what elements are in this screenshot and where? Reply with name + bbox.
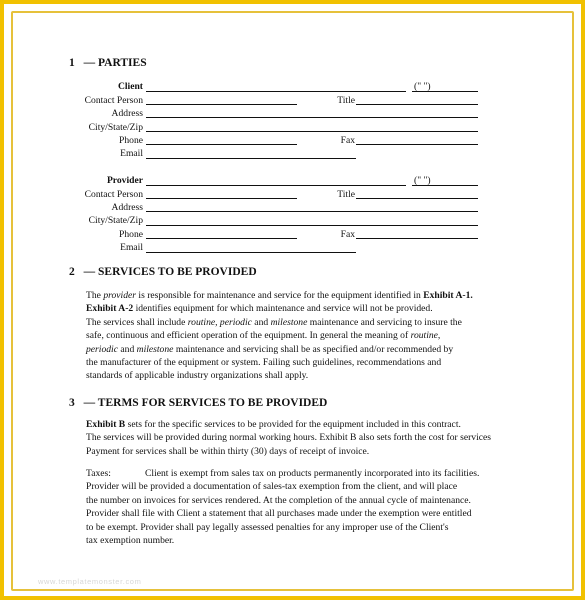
client-fax-field[interactable] [356, 144, 478, 145]
client-city-state-zip-label: City/State/Zip [88, 122, 143, 133]
section-2-line: the manufacturer of the equipment or system. Failing such guidelines, recommendations and [86, 357, 442, 369]
client-fax-label: Fax [340, 135, 355, 146]
section-2-line: The provider is responsible for maintenance and service for the equipment identified in Exhibit A-1. [86, 290, 473, 301]
taxes-line: Provider shall file with Client a statement that all purchases made under the exemption were entitled [86, 508, 472, 520]
client-address-field[interactable] [146, 117, 478, 118]
section-1-number: 1 [69, 57, 75, 69]
section-1-heading [69, 57, 147, 69]
client-contact-person-label: Contact Person [84, 95, 143, 106]
client-contact-person-field[interactable] [146, 104, 297, 105]
section-2-line: periodic and milestone maintenance and servicing shall be as specified and/or recommended by [86, 343, 454, 355]
provider-title-field[interactable] [356, 198, 478, 199]
client-short-name-field[interactable] [412, 91, 478, 92]
provider-city-state-zip-label: City/State/Zip [88, 215, 143, 226]
section-3-heading [69, 397, 327, 409]
provider-phone-label: Phone [119, 229, 143, 240]
taxes-line: Taxes: Client is exempt from sales tax on products permanently incorporated into its facilities. [86, 468, 480, 479]
provider-title-label: Title [337, 189, 355, 200]
section-3-number: 3 [69, 397, 75, 409]
section-2-line: The services shall include routine, periodic and milestone maintenance and servicing to insure the [86, 316, 462, 328]
section-3-line: The services will be provided during normal working hours. Exhibit B also sets forth the cost for services [86, 432, 491, 444]
provider-contact-person-field[interactable] [146, 198, 297, 199]
taxes-line: tax exemption number. [86, 535, 175, 547]
taxes-label: Taxes: [86, 468, 111, 479]
section-3-paragraph [86, 418, 491, 458]
taxes-line: to be exempt. Provider shall pay legally assessed penalties for any improper use of the Client's [86, 521, 449, 533]
client-short-name: (" ") [414, 81, 431, 92]
client-email-field[interactable] [146, 158, 356, 159]
taxes-paragraph [86, 467, 479, 547]
provider-email-label: Email [120, 242, 143, 253]
section-2-paragraph [86, 289, 473, 383]
provider-fax-label: Fax [340, 229, 355, 240]
section-1-title: — PARTIES [83, 57, 147, 69]
provider-phone-field[interactable] [146, 238, 297, 239]
watermark: www.templatemonster.com [38, 577, 142, 586]
provider-city-state-zip-field[interactable] [146, 225, 478, 226]
section-2-number: 2 [69, 266, 75, 278]
section-2-title: — SERVICES TO BE PROVIDED [83, 266, 257, 278]
section-3-line: Payment for services shall be within thirty (30) days of receipt of invoice. [86, 445, 370, 457]
provider-address-field[interactable] [146, 211, 478, 212]
client-address-label: Address [111, 108, 143, 119]
section-2-line: Exhibit A-2 identifies equipment for which maintenance and service will not be provided. [86, 303, 433, 315]
provider-address-label: Address [111, 202, 143, 213]
section-3-title: — TERMS FOR SERVICES TO BE PROVIDED [83, 397, 328, 409]
provider-name-field[interactable] [146, 185, 406, 186]
provider-contact-person-label: Contact Person [84, 189, 143, 200]
taxes-line: the number on invoices for services rendered. At the completion of the annual cycle of maintenance. [86, 494, 471, 506]
provider-label: Provider [106, 175, 143, 186]
provider-short-name: (" ") [414, 175, 431, 186]
client-label: Client [117, 81, 143, 92]
client-email-label: Email [120, 148, 143, 159]
provider-short-name-field[interactable] [412, 185, 478, 186]
client-title-field[interactable] [356, 104, 478, 105]
section-3-line: Exhibit B sets for the specific services to be provided for the equipment included in this contract. [86, 419, 461, 430]
client-city-state-zip-field[interactable] [146, 131, 478, 132]
section-2-line: standards of applicable industry organizations shall apply. [86, 370, 309, 382]
section-2-heading [69, 266, 257, 278]
client-phone-field[interactable] [146, 144, 297, 145]
provider-email-field[interactable] [146, 252, 356, 253]
provider-fax-field[interactable] [356, 238, 478, 239]
client-name-field[interactable] [146, 91, 406, 92]
client-title-label: Title [337, 95, 355, 106]
client-phone-label: Phone [119, 135, 143, 146]
section-2-line: safe, continuous and efficient operation of the equipment. In general the meaning of routine, [86, 330, 441, 342]
taxes-line: Provider will be provided a documentation of sales-tax exemption from the client, and will place [86, 481, 458, 493]
